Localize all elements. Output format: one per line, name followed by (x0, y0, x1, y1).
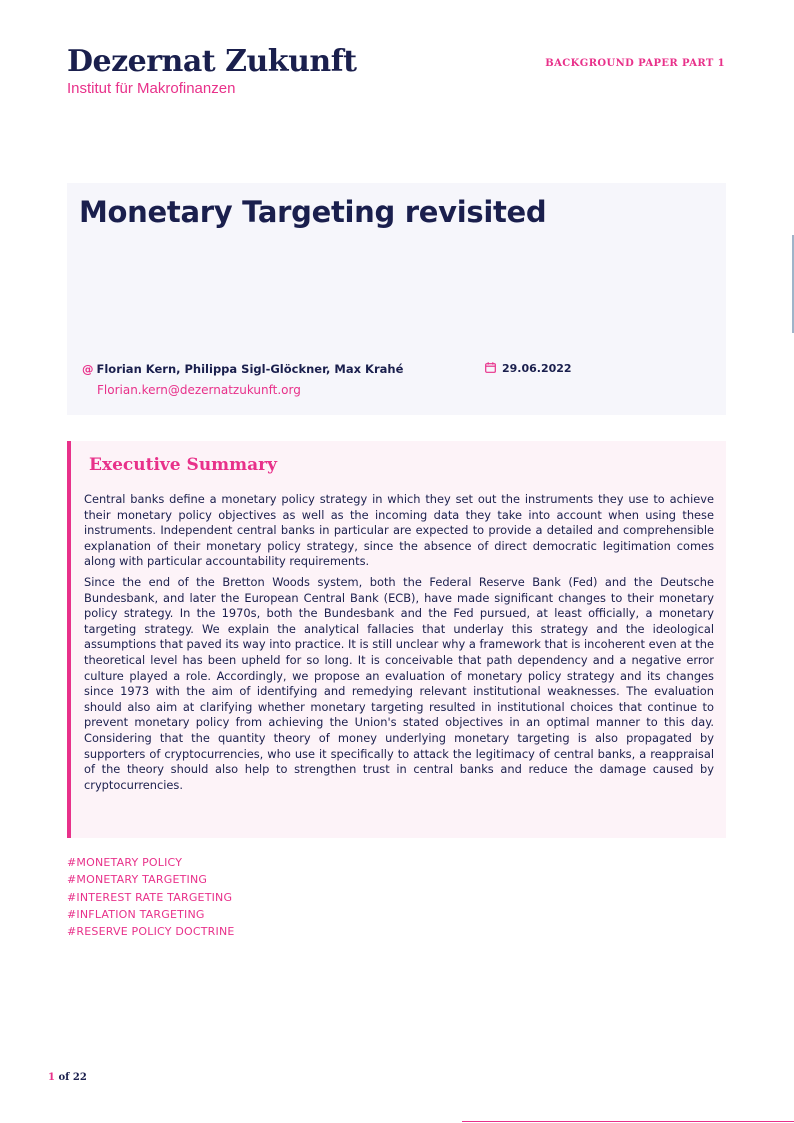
org-logo (67, 44, 356, 98)
date-line (485, 362, 572, 376)
org-name: Dezernat Zukunft (67, 44, 357, 79)
paper-label: BACKGROUND PAPER PART 1 (545, 58, 725, 69)
tag-item[interactable]: #MONETARY TARGETING (67, 873, 208, 887)
publication-date: 29.06.2022 (502, 362, 572, 375)
tag-item[interactable]: #RESERVE POLICY DOCTRINE (67, 925, 235, 939)
at-icon: @ (82, 362, 94, 376)
tag-item[interactable]: #MONETARY POLICY (67, 856, 183, 869)
executive-summary (67, 441, 726, 838)
tag-item[interactable]: #INFLATION TARGETING (67, 907, 205, 921)
document-title: Monetary Targeting revisited (79, 195, 547, 229)
page-indicator (48, 1072, 87, 1083)
authors: Florian Kern, Philippa Sigl-Glöckner, Max Krahé (96, 362, 404, 376)
calendar-icon (485, 362, 496, 376)
org-subtitle: Institut für Makrofinanzen (67, 80, 236, 97)
tag-item[interactable]: #INTEREST RATE TARGETING (67, 890, 233, 904)
summary-paragraph-2: Since the end of the Bretton Woods system, both the Federal Reserve Bank (Fed) and the Deutsche Bundesbank, and later the European Central Bank (ECB), have made significant changes to their monetary policy strategy. In the 1970s, both the Bundesbank and the Fed pursued, at least officially, a monetary targeting strategy. We explain the analytical fallacies that underlay this strategy and the ideological assumptions that paved its way into practice. It is still unclear why a framework that is incoherent even at the theoretical level has been upheld for so long. It is conceivable that path dependency and a negative error culture played a role. Accordingly, we propose an evaluation of monetary policy strategy and its changes since 1973 with the aim of identifying and remedying relevant institutional weaknesses. The evaluation should also aim at clarifying whether monetary targeting resulted in institutional choices that continue to prevent monetary policy from achieving the Union's stated objectives in an optimal manner to this day. Considering that the quantity theory of money underlying monetary targeting is also propagated by supporters of cryptocurrencies, who use it specifically to attack the legitimacy of central banks, a reappraisal of the theory should also help to strengthen trust in central banks and reduce the damage caused by cryptocurrencies. (84, 574, 714, 792)
summary-body (84, 492, 714, 798)
summary-heading: Executive Summary (89, 455, 278, 475)
summary-paragraph-1: Central banks define a monetary policy strategy in which they set out the instruments they use to achieve their monetary policy objectives as well as the incoming data they take into account when using these instruments. Independent central banks in particular are expected to provide a detailed and comprehensible explanation of their monetary policy strategy, since the absence of direct democratic legitimation comes along with particular accountability requirements. (84, 492, 714, 569)
page-current: 1 (48, 1072, 55, 1083)
author-email-link[interactable]: Florian.kern@dezernatzukunft.org (97, 383, 301, 397)
tag-list (67, 854, 235, 940)
title-block (67, 183, 726, 415)
authors-line (82, 362, 403, 376)
footer-rule (462, 1121, 794, 1122)
page-total: of 22 (58, 1072, 87, 1083)
